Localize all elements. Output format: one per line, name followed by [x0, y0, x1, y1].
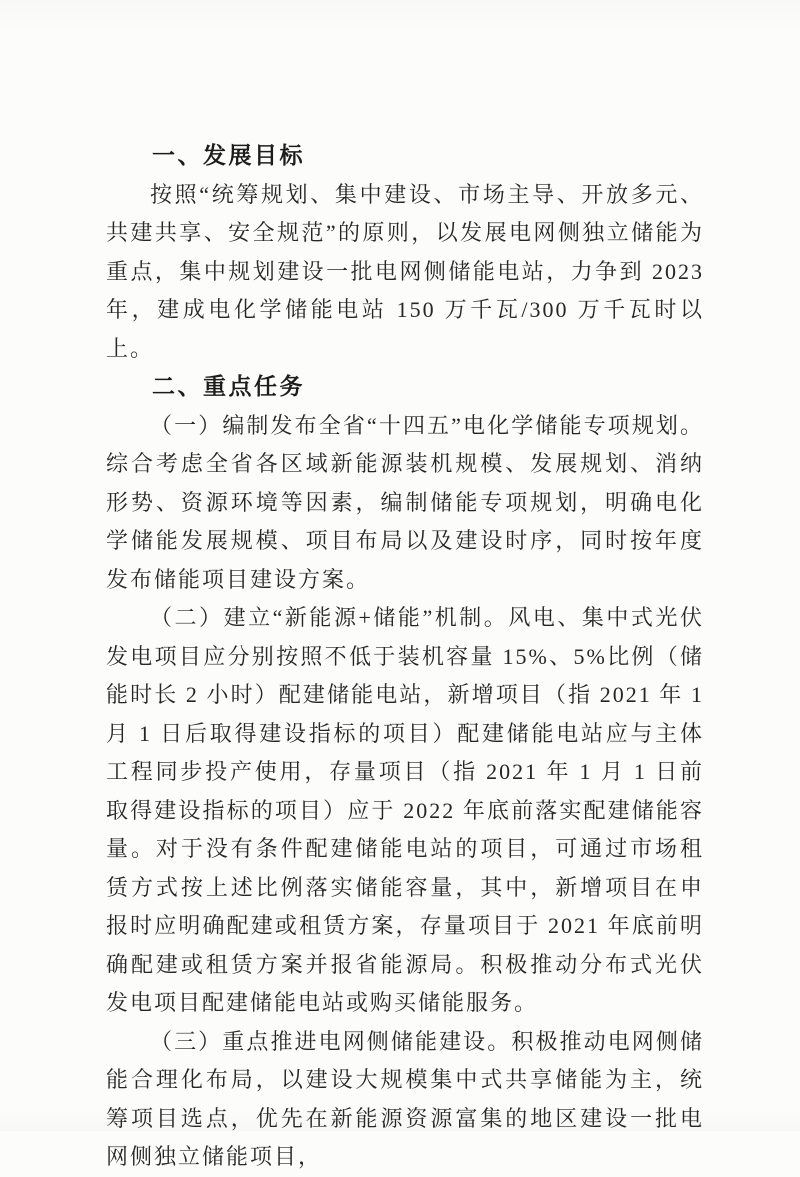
paragraph-development-goals: 按照“统筹规划、集中建设、市场主导、开放多元、共建共享、安全规范”的原则，以发展电网侧独立储能为重点，集中规划建设一批电网侧储能电站，力争到 2023 年，建成电化学储能电站 150 万千瓦/300 万千瓦时以上。	[106, 181, 704, 361]
paragraph-key-task-1-planning: （一）编制发布全省“十四五”电化学储能专项规划。综合考虑全省各区域新能源装机规模、发展规划、消纳形势、资源环境等因素，编制储能专项规划，明确电化学储能发展规模、项目布局以及建设时序，同时按年度发布储能项目建设方案。	[106, 412, 704, 592]
section-heading-development-goals: 一、发展目标	[152, 143, 305, 168]
paragraph-key-task-3-grid-side-storage: （三）重点推进电网侧储能建设。积极推动电网侧储能合理化布局，以建设大规模集中式共享储能为主，统筹项目选点，优先在新能源资源富集的地区建设一批电网侧独立储能项目，	[106, 1028, 704, 1169]
paragraph-key-task-2-new-energy-plus-storage: （二）建立“新能源+储能”机制。风电、集中式光伏发电项目应分别按照不低于装机容量 15%、5%比例（储能时长 2 小时）配建储能电站，新增项目（指 2021 年 1 月 1 日后取得建设指标的项目）配建储能电站应与主体工程同步投产使用，存量项目（指 2021 年 1 月 1 日前取得建设指标的项目）应于 2022 年底前落实配建储能容量。对于没有条件配建储能电站的项目，可通过市场租赁方式按上述比例落实储能容量，其中，新增项目在申报时应明确配建或租赁方案，存量项目于 2021 年底前明确配建或租赁方案并报省能源局。积极推动分布式光伏发电项目配建储能电站或购买储能服务。	[106, 605, 704, 1015]
section-heading-key-tasks: 二、重点任务	[152, 374, 305, 399]
document-content	[106, 137, 704, 1177]
